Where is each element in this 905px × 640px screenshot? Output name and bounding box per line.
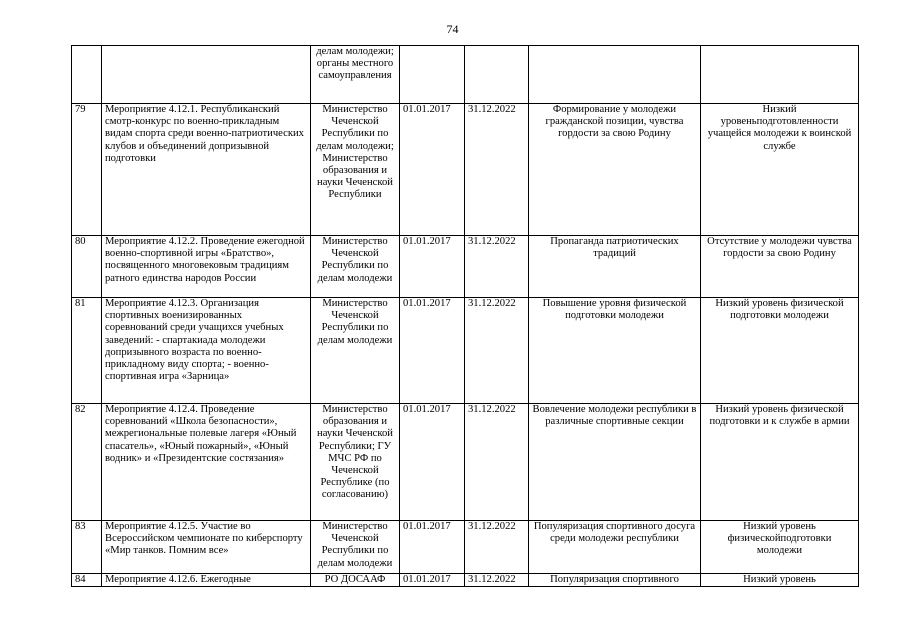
start-date-cell [400, 46, 465, 104]
end-date-cell: 31.12.2022 [465, 574, 529, 587]
row-number-cell: 82 [72, 404, 102, 521]
end-date-cell: 31.12.2022 [465, 404, 529, 521]
result-cell [529, 46, 701, 104]
start-date-cell: 01.01.2017 [400, 104, 465, 236]
executor-cell: Министерство Чеченской Республики по делам молодежи [311, 236, 400, 298]
start-date-cell: 01.01.2017 [400, 236, 465, 298]
event-cell: Мероприятие 4.12.3. Организация спортивных военизированных соревнований среди учащихся учебных заведений: - спартакиада молодежи допризывного возраста по военно-прикладному виду спорта; - военно-спортивная игра «Зарница» [102, 298, 311, 404]
row-number-cell: 83 [72, 521, 102, 574]
event-cell: Мероприятие 4.12.2. Проведение ежегодной военно-спортивной игры «Братство», посвященного многовековым традициям ратного единства народов России [102, 236, 311, 298]
table-row [72, 574, 859, 587]
result-cell: Повышение уровня физической подготовки молодежи [529, 298, 701, 404]
row-number-cell [72, 46, 102, 104]
page-number: 74 [446, 22, 459, 36]
table-row [72, 404, 859, 521]
result-cell: Формирование у молодежи гражданской позиции, чувства гордости за свою Родину [529, 104, 701, 236]
start-date-cell: 01.01.2017 [400, 521, 465, 574]
consequence-cell: Низкий уровень [701, 574, 859, 587]
end-date-cell [465, 46, 529, 104]
executor-cell: делам молодежи; органы местного самоуправления [311, 46, 400, 104]
consequence-cell: Низкий уровень физической подготовки молодежи [701, 298, 859, 404]
table-row [72, 236, 859, 298]
row-number-cell: 80 [72, 236, 102, 298]
result-cell: Вовлечение молодежи республики в различные спортивные секции [529, 404, 701, 521]
end-date-cell: 31.12.2022 [465, 104, 529, 236]
event-cell: Мероприятие 4.12.6. Ежегодные [102, 574, 311, 587]
consequence-cell: Низкий уровень физическойподготовки молодежи [701, 521, 859, 574]
result-cell: Популяризация спортивного [529, 574, 701, 587]
consequence-cell [701, 46, 859, 104]
event-cell: Мероприятие 4.12.1. Республиканский смотр-конкурс по военно-прикладным видам спорта среди военно-патриотических клубов и объединений допризывной подготовки [102, 104, 311, 236]
executor-cell: Министерство образования и науки Чеченской Республики; ГУ МЧС РФ по Чеченской Республике (по согласованию) [311, 404, 400, 521]
event-cell [102, 46, 311, 104]
executor-cell: РО ДОСААФ [311, 574, 400, 587]
result-cell: Пропаганда патриотических традиций [529, 236, 701, 298]
end-date-cell: 31.12.2022 [465, 236, 529, 298]
row-number-cell: 84 [72, 574, 102, 587]
end-date-cell: 31.12.2022 [465, 298, 529, 404]
event-cell: Мероприятие 4.12.5. Участие во Всероссийском чемпионате по киберспорту «Мир танков. Помним все» [102, 521, 311, 574]
executor-cell: Министерство Чеченской Республики по делам молодежи [311, 298, 400, 404]
end-date-cell: 31.12.2022 [465, 521, 529, 574]
table-row [72, 298, 859, 404]
consequence-cell: Низкий уровеньподготовленности учащейся молодежи к воинской службе [701, 104, 859, 236]
consequence-cell: Отсутствие у молодежи чувства гордости за свою Родину [701, 236, 859, 298]
table-row [72, 104, 859, 236]
row-number-cell: 81 [72, 298, 102, 404]
table-row [72, 46, 859, 104]
table-row [72, 521, 859, 574]
measures-table [71, 45, 859, 587]
consequence-cell: Низкий уровень физической подготовки и к службе в армии [701, 404, 859, 521]
executor-cell: Министерство Чеченской Республики по делам молодежи; Министерство образования и науки Чеченской Республики [311, 104, 400, 236]
result-cell: Популяризация спортивного досуга среди молодежи республики [529, 521, 701, 574]
start-date-cell: 01.01.2017 [400, 298, 465, 404]
row-number-cell: 79 [72, 104, 102, 236]
start-date-cell: 01.01.2017 [400, 404, 465, 521]
event-cell: Мероприятие 4.12.4. Проведение соревнований «Школа безопасности», межрегиональные полевые лагеря «Юный спасатель», «Юный пожарный», «Юный водник» и «Президентские состязания» [102, 404, 311, 521]
executor-cell: Министерство Чеченской Республики по делам молодежи [311, 521, 400, 574]
start-date-cell: 01.01.2017 [400, 574, 465, 587]
